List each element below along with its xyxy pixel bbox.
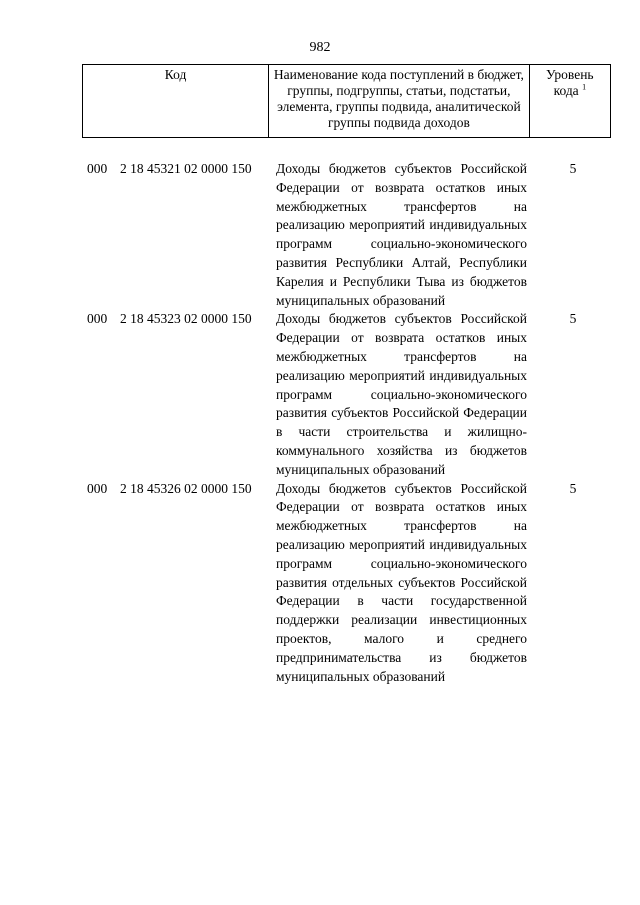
table-row — [82, 310, 611, 479]
code-level-cell: 5 — [569, 480, 577, 496]
code-level-cell: 5 — [569, 311, 577, 327]
income-code-cell: 2 18 45326 02 0000 150 — [120, 480, 252, 496]
table-header — [82, 64, 611, 138]
admin-code-cell: 000 — [87, 480, 108, 496]
admin-code-cell: 000 — [87, 161, 108, 176]
income-code-cell: 2 18 45323 02 0000 150 — [120, 311, 252, 327]
header-code-label: Код — [164, 67, 187, 82]
header-code-cell — [83, 65, 269, 138]
table-body — [82, 160, 611, 686]
income-name-cell: Доходы бюджетов субъектов Российской Федерации от возврата остатков иных межбюджетных трансфертов на реализацию мероприятий индивидуальных программ социально-экономического развития отдельных субъектов Российской Федерации в части государственной поддержки реализации инвестиционных проектов, малого и среднего предпринимательства из бюджетов муниципальных образований — [276, 480, 527, 684]
income-name-cell: Доходы бюджетов субъектов Российской Федерации от возврата остатков иных межбюджетных трансфертов на реализацию мероприятий индивидуальных программ социально-экономического развития субъектов Российской Федерации в части строительства и жилищно-коммунального хозяйства из бюджетов муниципальных образований — [276, 311, 527, 477]
code-level-cell: 5 — [569, 161, 577, 176]
table-row — [82, 480, 611, 687]
header-name-label: Наименование кода поступлений в бюджет, группы, подгруппы, статьи, подстатьи, элемента, группы подвида, аналитической группы подвида доходов — [273, 67, 524, 130]
table-row — [82, 160, 611, 310]
page-number: 982 — [309, 40, 331, 55]
header-level-cell — [529, 65, 610, 138]
income-name-cell: Доходы бюджетов субъектов Российской Федерации от возврата остатков иных межбюджетных трансфертов на реализацию мероприятий индивидуальных программ социально-экономического развития Республики Алтай, Республики Карелия и Республики Тыва из бюджетов муниципальных образований — [276, 161, 527, 308]
header-name-cell — [269, 65, 530, 138]
admin-code-cell: 000 — [87, 311, 108, 327]
header-level-label: Уровень кода — [546, 67, 594, 98]
header-level-footnote: 1 — [582, 82, 587, 92]
income-code-cell: 2 18 45321 02 0000 150 — [120, 161, 252, 176]
